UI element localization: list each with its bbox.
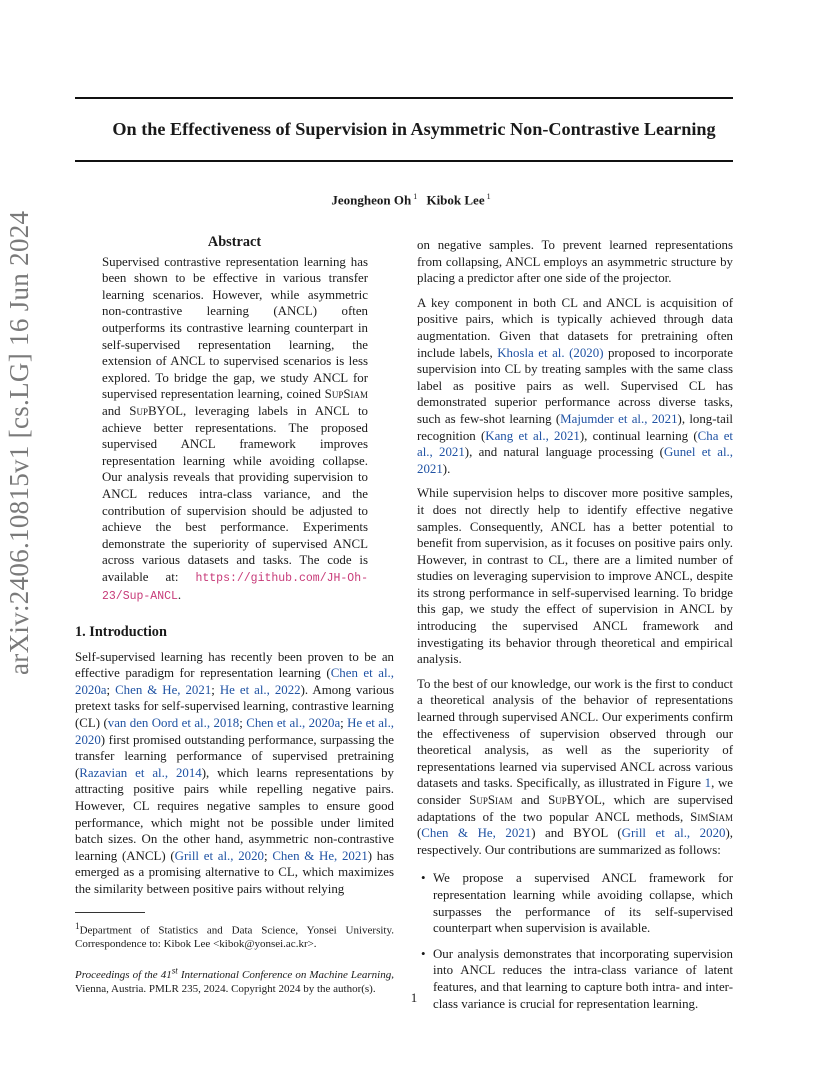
- right-paragraphs: [417, 237, 733, 858]
- left-column: [75, 234, 394, 996]
- footnote-divider: [75, 912, 145, 913]
- citation-link[interactable]: van den Oord et al., 2018: [107, 716, 240, 731]
- affiliation-footnote: [75, 919, 394, 952]
- abstract-heading: Abstract: [207, 234, 262, 250]
- body-paragraph: A key component in both CL and ANCL is acquisition of positive pairs, which is typically achieved through data augmentation. Given that datasets for pretraining often include labels, Khosla et al. (2020) proposed to incorporate supervision into CL by treating samples with the same class label as positive pairs as well. Supervised CL has demonstrated superior performance across diverse tasks, such as few-shot learning (Majumder et al., 2021), long-tail recognition (Kang et al., 2021), continual learning (Cha et al., 2021), and natural language processing (Gunel et al., 2021).: [417, 295, 734, 476]
- right-column: [417, 237, 733, 1021]
- author-name: Kibok Lee: [426, 192, 485, 208]
- citation-link[interactable]: Gunel et al., 2021: [417, 445, 733, 476]
- author-affiliation: 1: [413, 192, 418, 201]
- citation-link[interactable]: Kang et al., 2021: [485, 428, 580, 443]
- footnote-mark: 1: [75, 920, 80, 931]
- author-name: Jeongheon Oh: [331, 192, 412, 208]
- introduction-paragraph: Self-supervised learning has recently been proven to be an effective paradigm for representation learning (Chen et al., 2020a; Chen & He, 2021; He et al., 2022). Among various pretext tasks for self-supervised learning, contrastive learning (CL) (van den Oord et al., 2018; Chen et al., 2020a; He et al., 2020) first promised outstanding performance, surpassing the transfer learning performance of supervised pretraining (Razavian et al., 2014), which learns representations by attracting positive pairs while repelling negative pairs. However, CL requires negative samples to ensure good performance, which might not be possible under limited batch sizes. On the other hand, asymmetric non-contrastive learning (ANCL) (Grill et al., 2020; Chen & He, 2021) has emerged as a promising alternative to CL, which maximizes the similarity between positive pairs without relying: [75, 649, 395, 896]
- citation-link[interactable]: He et al., 2022: [219, 682, 301, 697]
- citation-link[interactable]: Khosla et al. (2020): [497, 345, 604, 360]
- section-heading-introduction: 1. Introduction: [75, 624, 167, 641]
- method-name: SupBYOL: [548, 793, 602, 807]
- citation-link[interactable]: Razavian et al., 2014: [79, 765, 202, 780]
- method-name: SimSiam: [690, 809, 733, 824]
- proceedings-note: Proceedings of the 41st International Conference on Machine Learning, Vienna, Austria. PMLR 235, 2024. Copyright 2024 by the author(s).: [75, 965, 394, 995]
- author-list: [0, 192, 828, 208]
- body-paragraph: To the best of our knowledge, our work is the first to conduct a theoretical analysis of the behavior of representations learned through supervised ANCL. Our experiments confirm the effectiveness of supervision observed through our theoretical analysis, as well as the superiority of representations learned via supervised ANCL across various datasets and tasks. Specifically, as illustrated in Figure 1, we consider SupSiam and SupBYOL, which are supervised adaptations of the two popular ANCL methods, SimSiam (Chen & He, 2021) and BYOL (Grill et al., 2020), respectively. Our contributions are summarized as follows:: [417, 676, 733, 857]
- body-paragraph: on negative samples. To prevent learned representations from collapsing, ANCL employs an asymmetric structure by placing a predictor after one side of the projector.: [417, 238, 733, 286]
- title-rule-top: [75, 97, 733, 99]
- citation-link[interactable]: Chen et al., 2020a: [246, 716, 341, 731]
- citation-link[interactable]: Grill et al., 2020: [174, 848, 265, 863]
- bullet-icon: •: [421, 871, 426, 886]
- page-number: 1: [410, 990, 418, 1005]
- citation-link[interactable]: Chen & He, 2021: [272, 848, 368, 863]
- arxiv-stamp: arXiv:2406.10815v1 [cs.LG] 16 Jun 2024: [4, 210, 34, 675]
- abstract-text: Supervised contrastive representation learning has been shown to be effective in various transfer learning scenarios. However, while asymmetric non-contrastive learning (ANCL) often outperforms its contrastive learning counterpart in self-supervised representation learning, the extension of ANCL to supervised scenarios is less explored. To bridge the gap, we study ANCL for supervised representation learning, coined SupSiam and SupBYOL, leveraging labels in ANCL to achieve better representations. The proposed supervised ANCL framework improves representation learning while avoiding collapse. Our analysis reveals that providing supervision to ANCL reduces intra-class variance, and the contribution of supervision should be adjusted to achieve the best performance. Experiments demonstrate the superiority of supervised ANCL across various datasets and tasks. The code is available at: https://github.com/JH-Oh-23/Sup-ANCL.: [102, 254, 368, 604]
- citation-link[interactable]: Majumder et al., 2021: [560, 411, 678, 426]
- author-affiliation: 1: [486, 192, 491, 201]
- citation-link[interactable]: 1: [704, 776, 712, 791]
- code-url-link[interactable]: https://github.com/JH-Oh-23/Sup-ANCL: [102, 571, 368, 604]
- citation-link[interactable]: Chen & He, 2021: [421, 826, 532, 841]
- title-rule-bottom: [75, 160, 733, 162]
- citation-link[interactable]: Chen et al., 2020a: [75, 666, 394, 697]
- contribution-item: • Our analysis demonstrates that incorporating supervision into ANCL reduces the intra-class variance of latent features, and that learning to capture both intra- and inter-class variance is crucial for representation learning.: [421, 946, 733, 1011]
- abstract-body: [102, 254, 368, 606]
- citation-link[interactable]: Cha et al., 2021: [417, 428, 734, 460]
- method-name: SupSiam: [324, 387, 368, 402]
- method-name: SupSiam: [469, 793, 513, 807]
- citation-link[interactable]: Grill et al., 2020: [621, 826, 726, 841]
- bullet-icon: •: [421, 946, 426, 961]
- body-paragraph: While supervision helps to discover more positive samples, it does not directly help to identify effective negative samples. Consequently, ANCL has a better potential to benefit from supervision, as it focuses on positive pairs only. However, in contrast to CL, there are a limited number of studies on leveraging supervision to improve ANCL, despite its strong performance in self-supervised learning. To bridge this gap, we study the effect of supervision in ANCL by introducing the supervised ANCL framework and investigating its behavior through theoretical and empirical analysis.: [417, 486, 733, 667]
- paper-title: On the Effectiveness of Supervision in Asymmetric Non-Contrastive Learning: [112, 119, 716, 139]
- contribution-item: • We propose a supervised ANCL framework for representation learning while avoiding collapse, which surpasses the performance of its self-supervised counterpart when supervision is available.: [421, 871, 733, 936]
- citation-link[interactable]: He et al., 2020: [75, 716, 395, 747]
- footnote-text: Department of Statistics and Data Science, Yonsei University. Correspondence to: Kibok Lee <kibok@yonsei.ac.kr>.: [75, 924, 394, 951]
- citation-link[interactable]: Chen & He, 2021: [115, 682, 212, 697]
- method-name: SupBYOL: [129, 403, 184, 418]
